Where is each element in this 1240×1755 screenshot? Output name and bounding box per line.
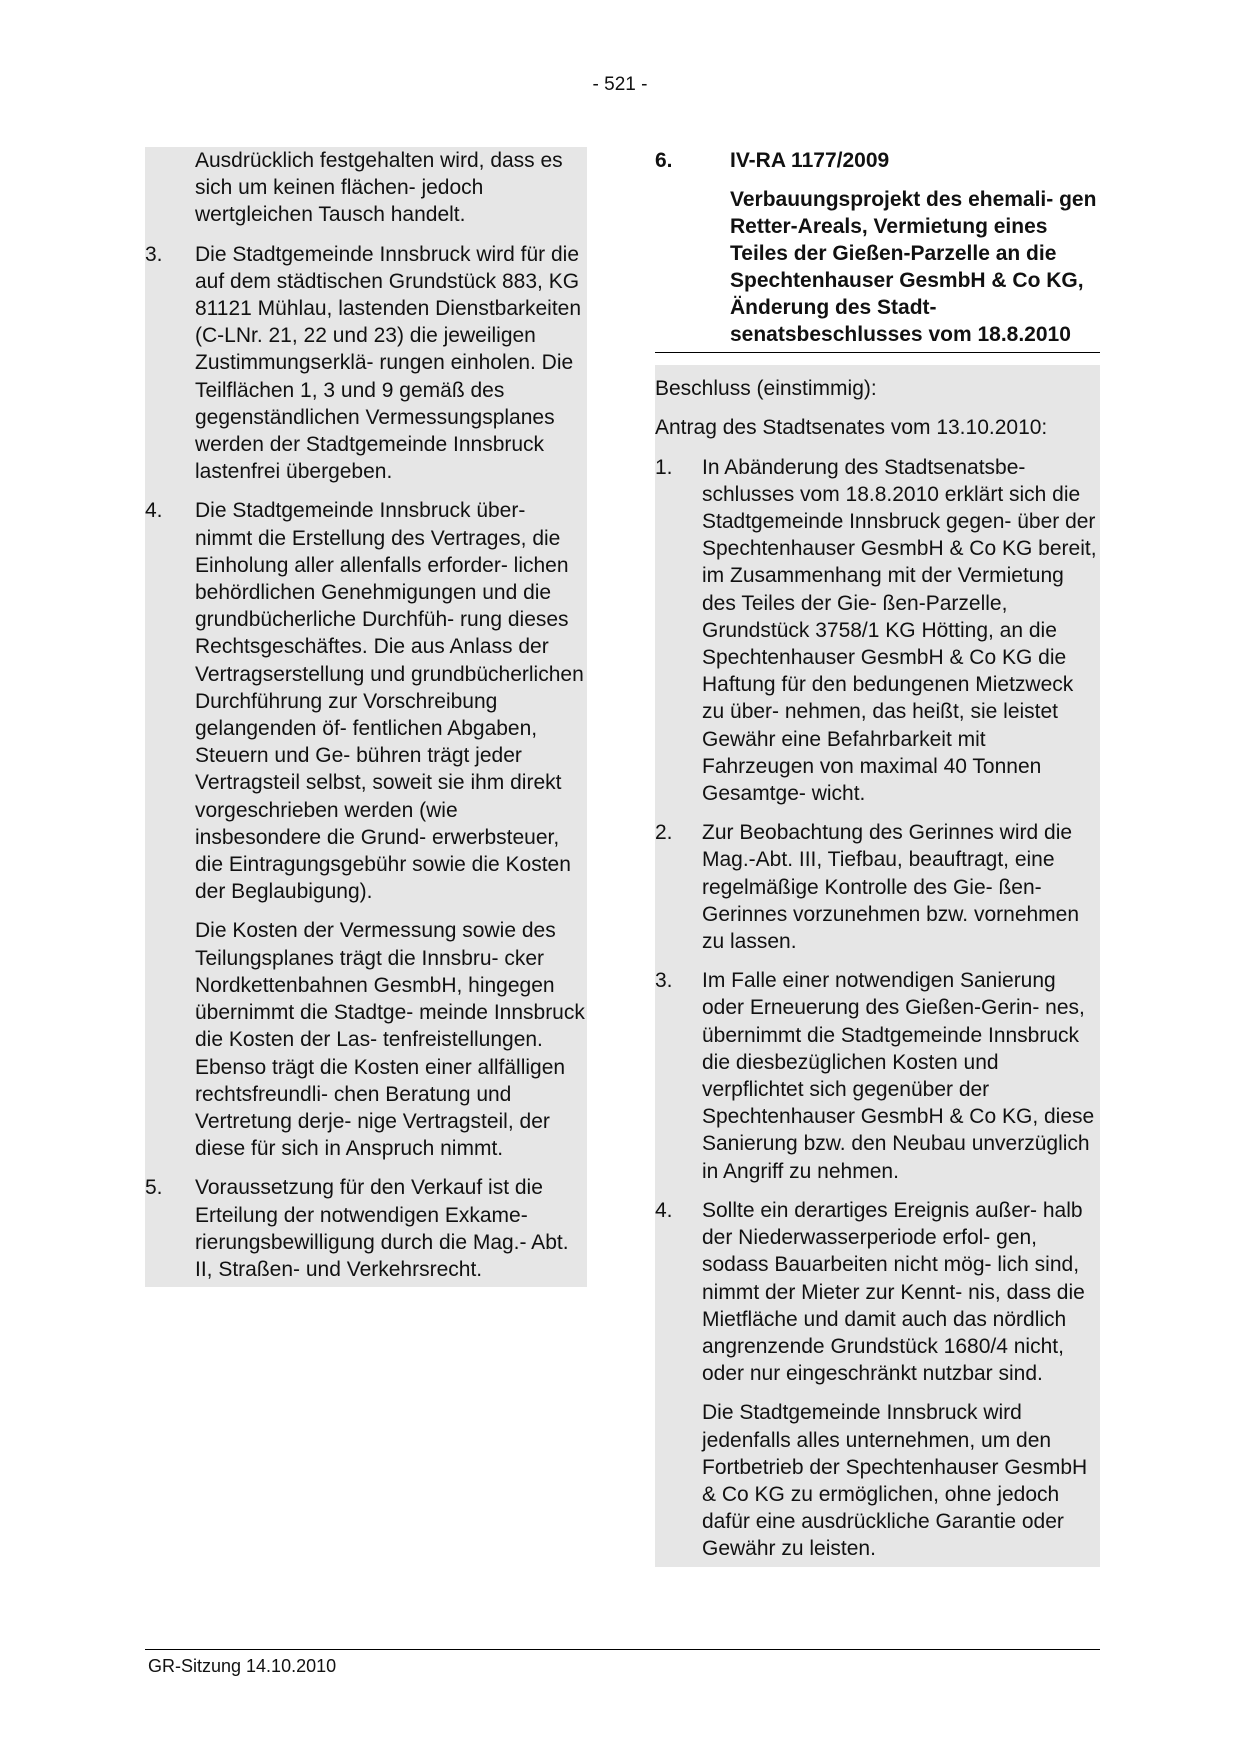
resolution-shaded-block — [655, 365, 1100, 1566]
resolution-item-number: 4. — [655, 1198, 673, 1222]
resolution-item-2 — [655, 819, 1100, 955]
topic-number: 6. — [655, 149, 673, 172]
list-item-text: Voraussetzung für den Verkauf ist die Erteilung der notwendigen Exkame- rierungsbewilligung durch die Mag.- Abt. II, Straßen- und Verkehrsrecht. — [195, 1176, 569, 1281]
topic-title: Verbauungsprojekt des ehemali- gen Retter-Areals, Vermietung eines Teiles der Gießen-Parzelle an die Spechtenhauser GesmbH & Co KG, Änderung des Stadt- senatsbeschlusses vom 18.8.2010 — [730, 188, 1097, 347]
list-item-4 — [145, 497, 587, 905]
topic-heading — [655, 147, 1100, 174]
resolution-item-text: Sollte ein derartiges Ereignis außer- halb der Niederwasserperiode erfol- gen, sodass Bauarbeiten nicht mög- lich sind, nimmt der Mieter zur Kennt- nis, dass die Mietfläche und damit auch das nördlich angrenzende Grundstück 1680/4 nicht, oder nur eingeschränkt nutzbar sind. — [702, 1198, 1085, 1386]
topic-code: IV-RA 1177/2009 — [730, 149, 890, 172]
resolution-item-4-sub-paragraph: Die Stadtgemeinde Innsbruck wird jedenfalls alles unternehmen, um den Fortbetrieb der Spechtenhauser GesmbH & Co KG zu ermöglichen, ohne jedoch dafür eine ausdrückliche Garantie oder Gewähr zu leisten. — [702, 1401, 1088, 1561]
motion-label: Antrag des Stadtsenates vom 13.10.2010: — [655, 416, 1048, 440]
list-item-5 — [145, 1174, 587, 1283]
decision-label: Beschluss (einstimmig): — [655, 377, 877, 401]
resolution-item-number: 1. — [655, 455, 673, 479]
topic-divider — [655, 352, 1100, 353]
list-item-number: 3. — [145, 242, 163, 266]
resolution-item-text: Im Falle einer notwendigen Sanierung oder Erneuerung des Gießen-Gerin- nes, übernimmt die Stadtgemeinde Innsbruck die diesbezüglichen Kosten und verpflichtet sich gegenüber der Spechtenhauser GesmbH & Co KG, diese Sanierung bzw. den Neubau unverzüglich in Angriff zu nehmen. — [702, 969, 1095, 1183]
left-intro-paragraph: Ausdrücklich festgehalten wird, dass es sich um keinen flächen- jedoch wertgleichen Tausch handelt. — [195, 149, 563, 227]
list-item-4-sub-paragraph: Die Kosten der Vermessung sowie des Teilungsplanes trägt die Innsbru- cker Nordkettenbahnen GesmbH, hingegen übernimmt die Stadtge- meinde Innsbruck die Kosten der Las- tenfreistellungen. Ebenso trägt die Kosten einer allfälligen rechtsfreundli- chen Beratung und Vertretung derje- nige Vertragsteil, der diese für sich in Anspruch nimmt. — [195, 919, 585, 1161]
list-item-text: Die Stadtgemeinde Innsbruck über- nimmt die Erstellung des Vertrages, die Einholung aller allenfalls erforder- lichen behördlichen Genehmigungen und die grundbücherliche Durchfüh- rung dieses Rechtsgeschäftes. Die aus Anlass der Vertragserstellung und grundbücherlichen Durchführung zur Vorschreibung gelangenden öf- fentlichen Abgaben, Steuern und Ge- bühren trägt jeder Vertragsteil selbst, soweit sie ihm direkt vorgeschrieben werden (wie insbesondere die Grund- erwerbsteuer, die Eintragungsgebühr sowie die Kosten der Beglaubigung). — [195, 499, 584, 904]
resolution-item-text: In Abänderung des Stadtsenatsbe- schlusses vom 18.8.2010 erklärt sich die Stadtgemeinde Innsbruck gegen- über der Spechtenhauser GesmbH & Co KG bereit, im Zusammenhang mit der Vermietung des Teiles der Gie- ßen-Parzelle, Grundstück 3758/1 KG Hötting, an die Spechtenhauser GesmbH & Co KG die Haftung für den bedungenen Mietzweck zu über- nehmen, das heißt, sie leistet Gewähr eine Befahrbarkeit mit Fahrzeugen von maximal 40 Tonnen Gesamtge- wicht. — [702, 455, 1097, 806]
page-number: - 521 - — [592, 74, 648, 95]
resolution-item-number: 3. — [655, 969, 673, 993]
right-column — [655, 147, 1100, 1567]
resolution-item-text: Zur Beobachtung des Gerinnes wird die Mag.-Abt. III, Tiefbau, beauftragt, eine regelmäßige Kontrolle des Gie- ßen-Gerinnes vorzunehmen bzw. vornehmen zu lassen. — [702, 821, 1080, 954]
resolution-item-number: 2. — [655, 821, 673, 845]
left-column-shaded-block — [145, 147, 587, 1287]
list-item-text: Die Stadtgemeinde Innsbruck wird für die auf dem städtischen Grundstück 883, KG 81121 Mühlau, lastenden Dienstbarkeiten (C-LNr. 21, 22 und 23) die jeweiligen Zustimmungserklä- rungen einholen. Die Teilflächen 1, 3 und 9 gemäß des gegenständlichen Vermessungsplanes werden der Stadtgemeinde Innsbruck lastenfrei übergeben. — [195, 242, 582, 484]
list-item-number: 4. — [145, 499, 163, 523]
list-item-number: 5. — [145, 1176, 163, 1200]
footer-session-date: GR-Sitzung 14.10.2010 — [148, 1656, 337, 1676]
resolution-item-3 — [655, 967, 1100, 1185]
footer-divider — [145, 1649, 1100, 1650]
resolution-item-4 — [655, 1197, 1100, 1387]
resolution-item-1 — [655, 454, 1100, 808]
list-item-3 — [145, 241, 587, 486]
